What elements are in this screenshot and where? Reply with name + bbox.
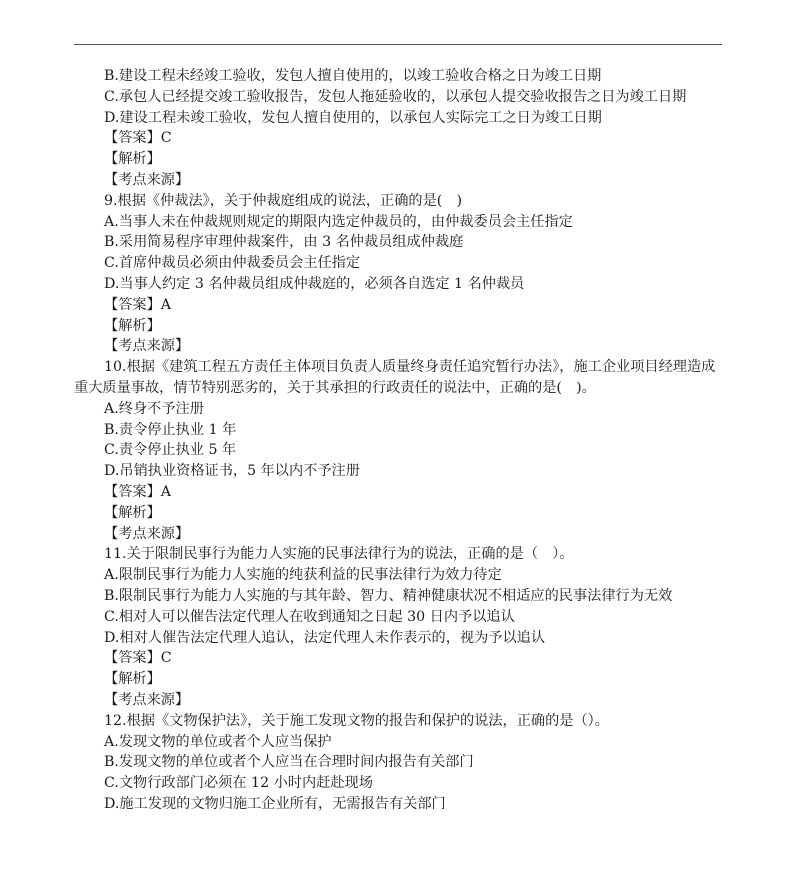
source-q10: 【考点来源】 xyxy=(104,525,190,542)
analysis-q11: 【解析】 xyxy=(104,671,161,688)
answer-q10: 【答案】A xyxy=(104,483,171,500)
source-q11: 【考点来源】 xyxy=(104,691,190,708)
option-d-q10: D.吊销执业资格证书，5 年以内不予注册 xyxy=(104,463,360,480)
answer-q11: 【答案】C xyxy=(104,650,172,667)
option-d-q11: D.相对人催告法定代理人追认，法定代理人未作表示的，视为予以追认 xyxy=(104,629,546,646)
option-a-q10: A.终身不予注册 xyxy=(104,400,204,417)
option-c-q8: C.承包人已经提交竣工验收报告，发包人拖延验收的，以承包人提交验收报告之日为竣工日期 xyxy=(104,88,687,105)
option-b-q9: B.采用简易程序审理仲裁案件，由 3 名仲裁员组成仲裁庭 xyxy=(104,234,464,251)
analysis-q10: 【解析】 xyxy=(104,504,161,521)
source-q8: 【考点来源】 xyxy=(104,171,190,188)
question-11: 11.关于限制民事行为能力人实施的民事法律行为的说法，正确的是（ ）。 xyxy=(104,546,574,563)
option-b-q8: B.建设工程未经竣工验收，发包人擅自使用的，以竣工验收合格之日为竣工日期 xyxy=(104,68,602,84)
option-d-q8: D.建设工程未竣工验收，发包人擅自使用的，以承包人实际完工之日为竣工日期 xyxy=(104,109,602,126)
header-rule xyxy=(74,44,722,45)
option-b-q10: B.责令停止执业 1 年 xyxy=(104,421,237,438)
option-a-q9: A.当事人未在仲裁规则规定的期限内选定仲裁员的，由仲裁委员会主任指定 xyxy=(104,213,573,230)
option-c-q12: C.文物行政部门必须在 12 小时内赶赴现场 xyxy=(104,775,373,792)
option-b-q12: B.发现文物的单位或者个人应当在合理时间内报告有关部门 xyxy=(104,754,474,771)
analysis-q9: 【解析】 xyxy=(104,317,161,334)
source-q9: 【考点来源】 xyxy=(104,338,190,355)
question-10: 10.根据《建筑工程五方责任主体项目负责人质量终身责任追究暂行办法》，施工企业项目经理造成重大质量事故，情节特别恶劣的，关于其承担的行政责任的说法中，正确的是( )。 xyxy=(74,359,716,396)
option-a-q11: A.限制民事行为能力人实施的纯获利益的民事法律行为效力待定 xyxy=(104,567,502,584)
option-c-q11: C.相对人可以催告法定代理人在收到通知之日起 30 日内予以追认 xyxy=(104,608,515,625)
analysis-q8: 【解析】 xyxy=(104,151,161,168)
option-d-q12: D.施工发现的文物归施工企业所有，无需报告有关部门 xyxy=(104,795,446,812)
option-b-q11: B.限制民事行为能力人实施的与其年龄、智力、精神健康状况不相适应的民事法律行为无效 xyxy=(104,587,673,604)
question-12: 12.根据《文物保护法》，关于施工发现文物的报告和保护的说法，正确的是（）。 xyxy=(104,712,609,729)
answer-q9: 【答案】A xyxy=(104,296,171,313)
option-c-q9: C.首席仲裁员必须由仲裁委员会主任指定 xyxy=(104,255,361,272)
option-c-q10: C.责令停止执业 5 年 xyxy=(104,442,237,459)
option-d-q9: D.当事人约定 3 名仲裁员组成仲裁庭的，必须各自选定 1 名仲裁员 xyxy=(104,275,525,292)
question-9: 9.根据《仲裁法》，关于仲裁庭组成的说法，正确的是( ) xyxy=(104,192,463,209)
answer-q8: 【答案】C xyxy=(104,130,172,147)
option-a-q12: A.发现文物的单位或者个人应当保护 xyxy=(104,733,332,750)
document-body xyxy=(74,66,724,815)
